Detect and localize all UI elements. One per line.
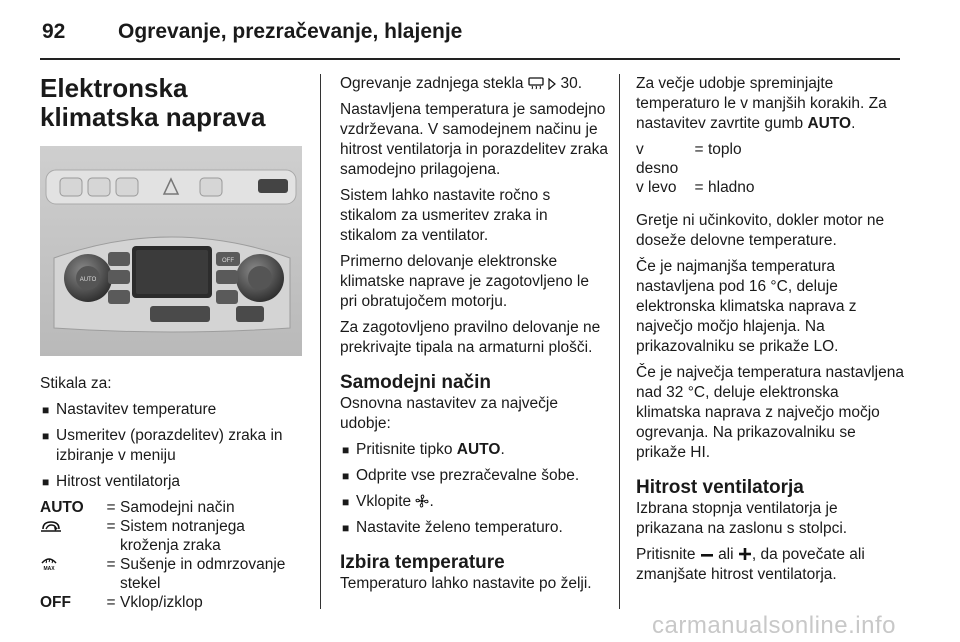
paragraph: Pritisnite ali , da povečate ali zmanjšate hitrost ventilatorja. bbox=[636, 546, 865, 583]
bullet-icon: ■ bbox=[42, 429, 50, 443]
fan-icon bbox=[415, 494, 429, 508]
legend-key: AUTO bbox=[40, 499, 84, 516]
subsection-heading: Hitrost ventilatorja bbox=[636, 477, 804, 498]
recirculation-icon bbox=[40, 519, 62, 533]
panel-off-label: OFF bbox=[222, 258, 234, 264]
bullet-icon: ■ bbox=[342, 495, 350, 509]
list-item: ■ Hitrost ventilatorja bbox=[42, 473, 181, 490]
bullet-icon: ■ bbox=[342, 521, 350, 535]
bullet-icon: ■ bbox=[42, 403, 50, 417]
svg-text:MAX: MAX bbox=[43, 566, 55, 571]
table-row bbox=[636, 178, 755, 197]
switches-intro: Stikala za: bbox=[40, 375, 112, 392]
legend-eq: = bbox=[106, 518, 116, 535]
rear-window-heating-icon bbox=[528, 77, 544, 90]
paragraph: Izbrana stopnja ventilatorja je prikazana na zaslonu s stolpci. bbox=[636, 500, 848, 537]
column-3 bbox=[636, 74, 906, 591]
paragraph: Gretje ni učinkovito, dokler motor ne doseže delovne temperature. bbox=[636, 212, 885, 249]
list-item: ■ Pritisnite tipko AUTO. bbox=[342, 441, 505, 458]
subsection-heading: Izbira temperature bbox=[340, 552, 505, 573]
paragraph: Primerno delovanje elektronske klimatske naprave je zagotovljeno le pri obratujočem motorju. bbox=[340, 253, 589, 310]
table-row bbox=[40, 498, 305, 517]
watermark: carmanualsonline.info bbox=[652, 612, 896, 639]
paragraph: Če je najmanjša temperatura nastavljena pod 16 °C, deluje elektronska klimatska naprava z največjo močjo hlajenja. Na prikazovalniku se prikaže LO. bbox=[636, 258, 857, 355]
column-divider bbox=[320, 74, 321, 609]
table-row bbox=[40, 593, 305, 612]
direction-key: v desno bbox=[636, 141, 679, 177]
paragraph: Ogrevanje zadnjega stekla 30. bbox=[340, 75, 583, 92]
plus-icon bbox=[738, 547, 752, 561]
legend-eq: = bbox=[106, 594, 116, 611]
subsection-heading: Samodejni način bbox=[340, 372, 491, 393]
column-1 bbox=[40, 74, 305, 620]
paragraph: Nastavljena temperatura je samodejno vzdrževana. V samodejnem načinu je hitrost ventilatorja in porazdelitev zraka samodejno prilagojena. bbox=[340, 101, 608, 178]
page-number: 92 bbox=[42, 20, 66, 43]
legend-eq: = bbox=[106, 499, 116, 516]
switches-list bbox=[40, 400, 305, 492]
steps-list bbox=[340, 440, 608, 538]
legend-value: Sistem notranjega kroženja zraka bbox=[120, 518, 245, 554]
panel-auto-label: AUTO bbox=[79, 277, 97, 283]
legend-value: Sušenje in odmrzovanje stekel bbox=[120, 556, 286, 592]
paragraph: Sistem lahko nastavite ročno s stikalom za usmeritev zraka in stikalom za ventilator. bbox=[340, 187, 551, 244]
max-defrost-icon bbox=[40, 555, 58, 571]
legend-value: Vklop/izklop bbox=[120, 594, 203, 611]
list-item: ■ Vklopite . bbox=[342, 493, 434, 510]
table-row bbox=[636, 140, 755, 178]
header-rule bbox=[40, 58, 900, 60]
paragraph: Za večje udobje spreminjajte temperaturo le v manjših korakih. Za nastavitev zavrtite gumb AUTO. bbox=[636, 75, 887, 132]
column-divider bbox=[619, 74, 620, 609]
button-legend-table bbox=[40, 498, 305, 612]
direction-eq: = bbox=[694, 141, 704, 158]
paragraph: Osnovna nastavitev za največje udobje: bbox=[340, 395, 558, 432]
direction-value: toplo bbox=[708, 141, 742, 158]
legend-eq: = bbox=[106, 556, 116, 573]
list-item: ■ Nastavite želeno temperaturo. bbox=[342, 519, 563, 536]
list-item: ■ Odprite vse prezračevalne šobe. bbox=[342, 467, 580, 484]
minus-icon bbox=[700, 549, 714, 561]
legend-value: Samodejni način bbox=[120, 499, 235, 516]
bullet-icon: ■ bbox=[342, 443, 350, 457]
direction-key: v levo bbox=[636, 179, 677, 196]
direction-eq: = bbox=[694, 179, 704, 196]
paragraph: Temperaturo lahko nastavite po želji. bbox=[340, 575, 592, 592]
legend-key: OFF bbox=[40, 594, 71, 611]
paragraph: Če je največja temperatura nastavljena nad 32 °C, deluje elektronska klimatska naprava z največjo močjo ogrevanja. Na prikazovalniku se prikaže HI. bbox=[636, 364, 904, 461]
section-heading: Elektronska klimatska naprava bbox=[40, 73, 266, 132]
list-item: ■ Nastavitev temperature bbox=[42, 401, 217, 418]
table-row bbox=[40, 555, 305, 593]
climate-control-panel-photo bbox=[40, 146, 302, 356]
table-row bbox=[40, 517, 305, 555]
bullet-icon: ■ bbox=[342, 469, 350, 483]
direction-table bbox=[636, 140, 755, 197]
column-2 bbox=[340, 74, 608, 600]
paragraph: Za zagotovljeno pravilno delovanje ne prekrivajte tipala na armaturni plošči. bbox=[340, 319, 601, 356]
page-header-title: Ogrevanje, prezračevanje, hlajenje bbox=[118, 20, 463, 43]
list-item: ■ Usmeritev (porazdelitev) zraka in izbiranje v meniju bbox=[42, 427, 283, 464]
bullet-icon: ■ bbox=[42, 475, 50, 489]
page-reference-icon bbox=[548, 78, 556, 90]
direction-value: hladno bbox=[708, 179, 755, 196]
